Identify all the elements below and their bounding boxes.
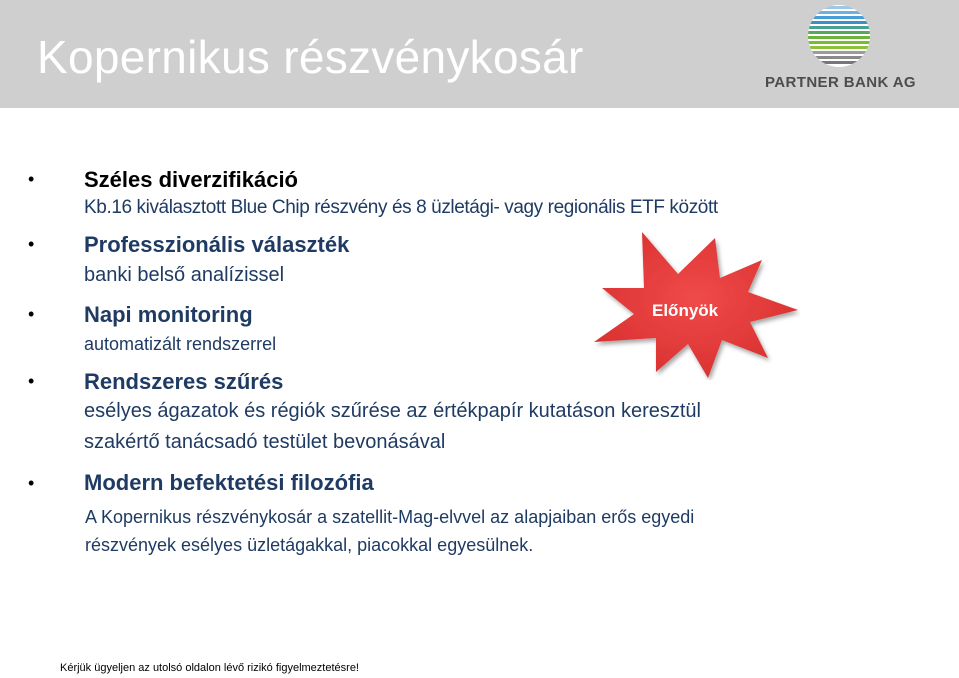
advantages-badge-label: Előnyök <box>652 301 719 320</box>
logo-text: PARTNER BANK AG <box>765 74 916 91</box>
bullet-detail: esélyes ágazatok és régiók szűrése az értékpapír kutatáson keresztül <box>84 400 701 422</box>
bullet-heading: Napi monitoring <box>84 302 253 327</box>
header-bar <box>0 0 959 108</box>
globe-logo-icon <box>807 4 871 68</box>
bullet-heading: Széles diverzifikáció <box>84 167 298 192</box>
bullet-detail: részvények esélyes üzletágakkal, piacokkal egyesülnek. <box>85 535 534 555</box>
bullet-icon: • <box>28 234 35 254</box>
bullet-detail: A Kopernikus részvénykosár a szatellit-Mag-elvvel az alapjaiban erős egyedi <box>85 507 695 527</box>
page-title: Kopernikus részvénykosár <box>37 31 584 83</box>
bullet-icon: • <box>28 169 35 189</box>
partner-bank-logo <box>760 0 959 108</box>
bullet-heading: Professzionális választék <box>84 232 350 257</box>
bullet-heading: Modern befektetési filozófia <box>84 470 374 495</box>
bullet-icon: • <box>28 304 35 324</box>
risk-disclaimer: Kérjük ügyeljen az utolsó oldalon lévő rizikó figyelmeztetésre! <box>60 662 359 674</box>
bullet-detail: automatizált rendszerrel <box>84 334 277 354</box>
bullet-detail: Kb.16 kiválasztott Blue Chip részvény és 8 üzletági- vagy regionális ETF között <box>84 197 718 218</box>
bullet-icon: • <box>28 473 35 493</box>
bullet-icon: • <box>28 371 35 391</box>
bullet-heading: Rendszeres szűrés <box>84 369 284 394</box>
bullet-detail: szakértő tanácsadó testület bevonásával <box>84 431 446 453</box>
bullet-detail: banki belső analízissel <box>84 264 285 286</box>
